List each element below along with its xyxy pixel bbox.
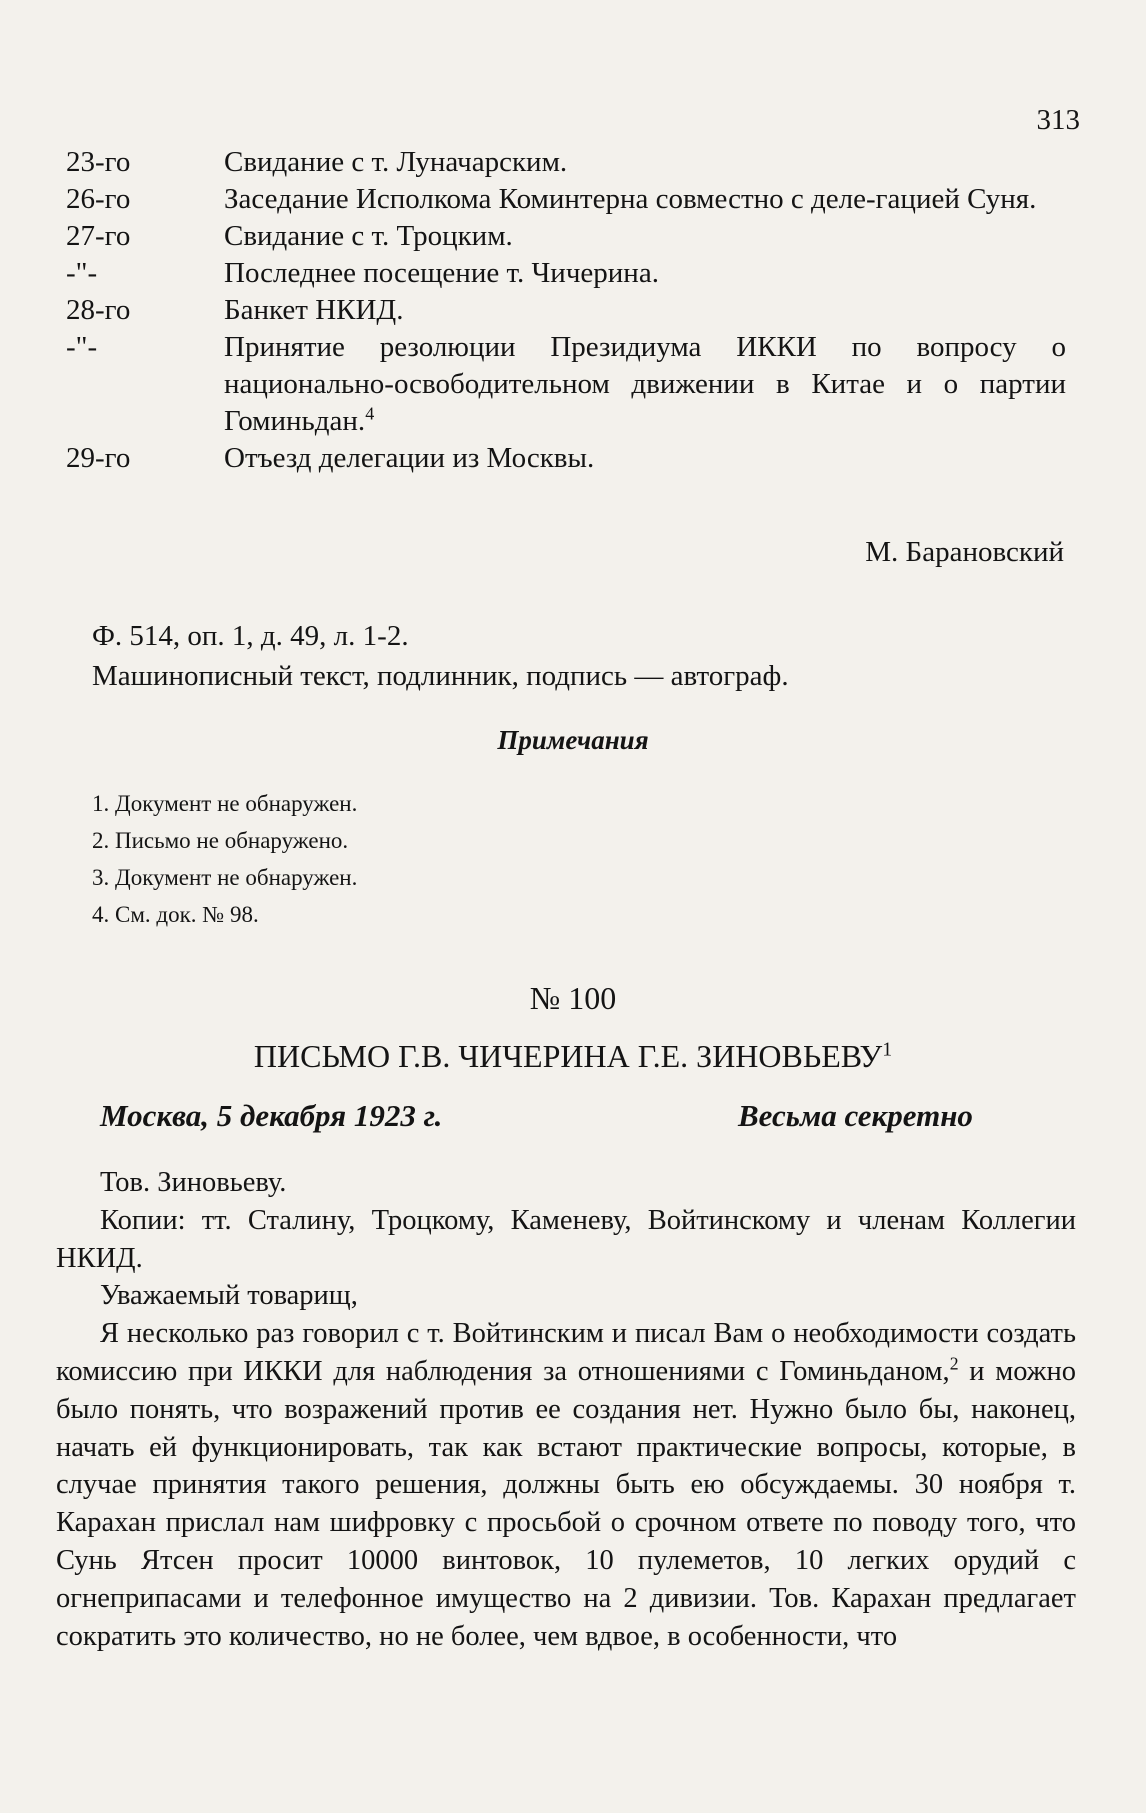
schedule-date: 28-го (66, 294, 131, 326)
body-text-part: и можно было понять, что возражений против ее создания нет. Нужно было бы, наконец, начать ей функционировать, так как встают практические вопросы, которые, в случае принятия такого решения, должны быть ею обсуждаемы. 30 ноября т. Карахан прислал нам шифровку с просьбой о срочном ответе по поводу того, что Сунь Ятсен просит 10000 винтовок, 10 пулеметов, 10 легких орудий с огнеприпасами и телефонное имущество на 2 дивизии. Тов. Карахан предлагает сократить это количество, но не более, чем вдвое, в особенности, что (56, 1355, 1076, 1652)
notes-list (92, 785, 357, 933)
salutation: Уважаемый товарищ, (100, 1280, 358, 1312)
schedule-row (66, 440, 1066, 477)
note-item: 3. Документ не обнаружен. (92, 865, 358, 890)
schedule-date: 23-го (66, 146, 131, 178)
schedule-row (66, 255, 1066, 292)
page-number: 313 (1036, 104, 1080, 136)
schedule-text: Свидание с т. Троцким. (224, 220, 513, 252)
footnote-ref: 4 (365, 403, 375, 424)
schedule-row (66, 218, 1066, 255)
note-item: 2. Письмо не обнаружено. (92, 828, 349, 853)
schedule-text: Последнее посещение т. Чичерина. (224, 257, 659, 289)
schedule-row (66, 144, 1066, 181)
place-date: Москва, 5 декабря 1923 г. (100, 1098, 443, 1133)
schedule-row (66, 292, 1066, 329)
schedule-date: 29-го (66, 442, 131, 474)
schedule-row (66, 329, 1066, 440)
body-paragraph (56, 1315, 1076, 1655)
note-item: 1. Документ не обнаружен. (92, 791, 358, 816)
schedule-text: Отъезд делегации из Москвы. (224, 442, 595, 474)
schedule-list (66, 144, 1066, 477)
archive-reference: Ф. 514, оп. 1, д. 49, л. 1-2. (92, 620, 409, 652)
footnote-ref: 1 (882, 1038, 893, 1061)
notes-heading: Примечания (497, 725, 649, 755)
schedule-text-content: Принятие резолюции Президиума ИККИ по вопросу о национально-освободительном движении в Китае и о партии Гоминьдан. (224, 331, 1066, 437)
archive-description: Машинописный текст, подлинник, подпись — автограф. (92, 660, 789, 692)
footnote-ref: 2 (949, 1353, 959, 1374)
copies-line: Копии: тт. Сталину, Троцкому, Каменеву, Войтинскому и членам Коллегии НКИД. (56, 1204, 1076, 1274)
body-text-part: Я несколько раз говорил с т. Войтинским и писал Вам о необходимости создать комиссию при ИККИ для наблюдения за отношениями с Гоминьданом, (56, 1318, 1076, 1387)
schedule-text: Заседание Исполкома Коминтерна совместно с деле-гацией Суня. (224, 183, 1037, 215)
schedule-text (224, 329, 1066, 440)
schedule-date: 27-го (66, 220, 131, 252)
archive-reference-block (92, 616, 789, 696)
document-title (0, 1038, 1146, 1075)
signature: М. Барановский (865, 536, 1064, 568)
note-item: 4. См. док. № 98. (92, 902, 259, 927)
schedule-date: -"- (66, 257, 98, 289)
schedule-text: Свидание с т. Луначарским. (224, 146, 568, 178)
schedule-text: Банкет НКИД. (224, 294, 404, 326)
schedule-date: -"- (66, 331, 98, 363)
addressee: Тов. Зиновьеву. (100, 1167, 287, 1198)
schedule-date: 26-го (66, 183, 131, 215)
schedule-row (66, 181, 1066, 218)
document-title-text: ПИСЬМО Г.В. ЧИЧЕРИНА Г.Е. ЗИНОВЬЕВУ (253, 1038, 883, 1074)
letter-body (56, 1164, 1076, 1655)
document-number: № 100 (529, 980, 617, 1016)
classification-label: Весьма секретно (738, 1098, 973, 1133)
